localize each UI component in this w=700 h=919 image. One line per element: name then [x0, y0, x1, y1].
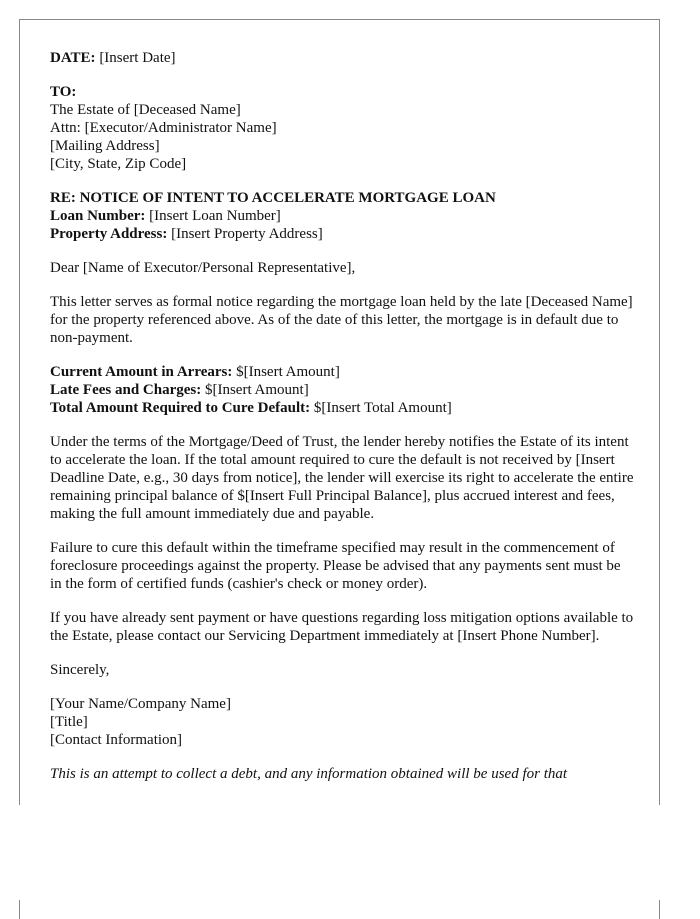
salutation: Dear [Name of Executor/Personal Representative],	[50, 260, 356, 276]
signature-line: [Title]	[50, 714, 88, 730]
property-address-label: Property Address:	[50, 226, 168, 242]
loan-number-value: [Insert Loan Number]	[145, 208, 281, 224]
notice-paragraph: This letter serves as formal notice regarding the mortgage loan held by the late [Deceased Name] for the property referenced above. As of the date of this letter, the mortgage is in default due to non-payment.	[50, 294, 633, 346]
subject-line: RE: NOTICE OF INTENT TO ACCELERATE MORTGAGE LOAN	[50, 190, 496, 206]
page-cutoff	[0, 805, 700, 900]
recipient-block	[50, 83, 635, 173]
loan-number-line	[50, 207, 635, 225]
arrears-line	[50, 363, 635, 381]
total-line	[50, 399, 635, 417]
signature-line: [Your Name/Company Name]	[50, 696, 231, 712]
contact-paragraph: If you have already sent payment or have questions regarding loss mitigation options available to the Estate, please contact our Servicing Department immediately at [Insert Phone Number].	[50, 610, 634, 644]
disclaimer-text: This is an attempt to collect a debt, and any information obtained will be used for that	[50, 766, 568, 782]
loan-number-label: Loan Number:	[50, 208, 146, 224]
signature-block	[50, 695, 635, 749]
closing: Sincerely,	[50, 662, 110, 678]
arrears-value: $[Insert Amount]	[232, 364, 340, 380]
letter-content	[50, 49, 635, 799]
recipient-line: Attn: [Executor/Administrator Name]	[50, 120, 277, 136]
letter-page	[19, 19, 660, 919]
date-line	[50, 49, 635, 67]
amounts-block	[50, 363, 635, 417]
fees-label: Late Fees and Charges:	[50, 382, 202, 398]
arrears-label: Current Amount in Arrears:	[50, 364, 233, 380]
recipient-line: [Mailing Address]	[50, 138, 160, 154]
signature-line: [Contact Information]	[50, 732, 183, 748]
acceleration-paragraph: Under the terms of the Mortgage/Deed of Trust, the lender hereby notifies the Estate of its intent to accelerate the loan. If the total amount required to cure the default is not received by [Insert Deadline Date, e.g., 30 days from notice], the lender will exercise its right to accelerate the entire remaining principal balance of $[Insert Full Principal Balance], plus accrued interest and fees, making the full amount immediately due and payable.	[50, 434, 634, 522]
foreclosure-paragraph: Failure to cure this default within the timeframe specified may result in the commencement of foreclosure proceedings against the property. Please be advised that any payments sent must be in the form of certified funds (cashier's check or money order).	[50, 540, 621, 592]
property-address-value: [Insert Property Address]	[167, 226, 323, 242]
disclaimer	[50, 765, 635, 783]
to-label: TO:	[50, 84, 77, 100]
total-label: Total Amount Required to Cure Default:	[50, 400, 311, 416]
recipient-line: The Estate of [Deceased Name]	[50, 102, 241, 118]
fees-value: $[Insert Amount]	[201, 382, 309, 398]
date-label: DATE:	[50, 50, 96, 66]
fees-line	[50, 381, 635, 399]
date-value: [Insert Date]	[95, 50, 176, 66]
recipient-line: [City, State, Zip Code]	[50, 156, 187, 172]
property-address-line	[50, 225, 635, 243]
total-value: $[Insert Total Amount]	[310, 400, 452, 416]
subject-block	[50, 189, 635, 243]
